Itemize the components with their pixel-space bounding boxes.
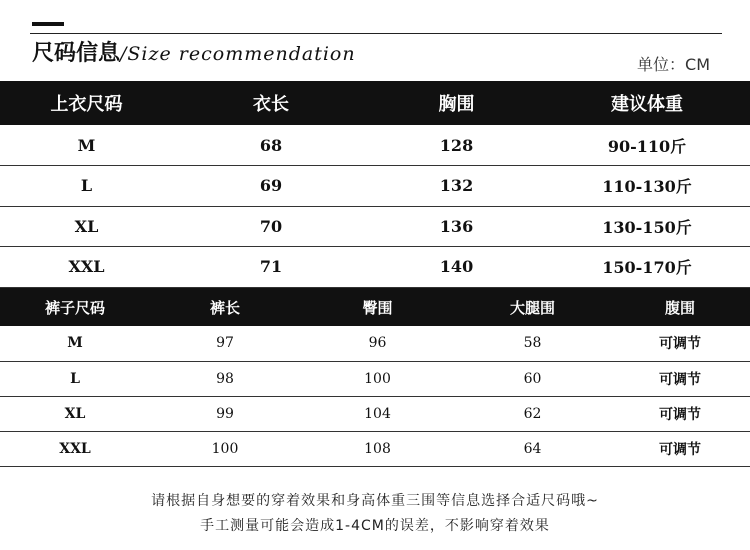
page-title xyxy=(32,36,356,67)
pants-hip-cell: 96 xyxy=(300,326,455,361)
pants-size-table xyxy=(0,288,750,467)
pants-hip-cell: 100 xyxy=(300,361,455,396)
top-chest-cell: 128 xyxy=(369,125,544,166)
page-title-en: /Size recommendation xyxy=(120,43,356,65)
title-divider xyxy=(30,33,722,34)
top-weight-cell: 130-150斤 xyxy=(544,206,750,247)
top-size-cell: L xyxy=(0,166,173,207)
top-size-table xyxy=(0,81,750,288)
table-row xyxy=(0,247,750,288)
table-row xyxy=(0,206,750,247)
pants-size-cell: L xyxy=(0,361,150,396)
top-length-cell: 70 xyxy=(173,206,369,247)
table-row xyxy=(0,166,750,207)
pants-size-cell: XL xyxy=(0,396,150,431)
unit-label: 单位：CM xyxy=(637,55,710,74)
pants-waist-cell: 可调节 xyxy=(610,396,750,431)
pants-header-waist: 腹围 xyxy=(610,288,750,326)
pants-size-cell: XXL xyxy=(0,432,150,467)
top-weight-cell: 90-110斤 xyxy=(544,125,750,166)
top-length-cell: 69 xyxy=(173,166,369,207)
pants-length-cell: 99 xyxy=(150,396,300,431)
top-header-length: 衣长 xyxy=(173,81,369,125)
pants-header-length: 裤长 xyxy=(150,288,300,326)
top-table-header-row xyxy=(0,81,750,125)
top-chest-cell: 132 xyxy=(369,166,544,207)
top-weight-cell: 150-170斤 xyxy=(544,247,750,288)
pants-hip-cell: 104 xyxy=(300,396,455,431)
pants-length-cell: 97 xyxy=(150,326,300,361)
pants-header-size: 裤子尺码 xyxy=(0,288,150,326)
top-header-weight: 建议体重 xyxy=(544,81,750,125)
title-accent-bar xyxy=(32,22,64,26)
page-title-cn: 尺码信息 xyxy=(32,41,121,66)
top-size-cell: M xyxy=(0,125,173,166)
pants-header-thigh: 大腿围 xyxy=(455,288,610,326)
top-length-cell: 68 xyxy=(173,125,369,166)
top-header-size: 上衣尺码 xyxy=(0,81,173,125)
pants-hip-cell: 108 xyxy=(300,432,455,467)
footer-note-fit: 请根据自身想要的穿着效果和身高体重三围等信息选择合适尺码哦~ xyxy=(151,493,599,509)
footer-note-error: 手工测量可能会造成1-4CM的误差，不影响穿着效果 xyxy=(200,518,550,534)
table-row xyxy=(0,432,750,467)
pants-header-hip: 臀围 xyxy=(300,288,455,326)
table-row xyxy=(0,361,750,396)
top-chest-cell: 140 xyxy=(369,247,544,288)
pants-waist-cell: 可调节 xyxy=(610,432,750,467)
pants-waist-cell: 可调节 xyxy=(610,326,750,361)
top-weight-cell: 110-130斤 xyxy=(544,166,750,207)
table-row xyxy=(0,396,750,431)
top-chest-cell: 136 xyxy=(369,206,544,247)
pants-waist-cell: 可调节 xyxy=(610,361,750,396)
pants-thigh-cell: 62 xyxy=(455,396,610,431)
top-length-cell: 71 xyxy=(173,247,369,288)
pants-table-header-row xyxy=(0,288,750,326)
pants-length-cell: 98 xyxy=(150,361,300,396)
table-row xyxy=(0,326,750,361)
top-size-cell: XL xyxy=(0,206,173,247)
pants-thigh-cell: 64 xyxy=(455,432,610,467)
top-size-cell: XXL xyxy=(0,247,173,288)
pants-length-cell: 100 xyxy=(150,432,300,467)
pants-thigh-cell: 60 xyxy=(455,361,610,396)
pants-size-cell: M xyxy=(0,326,150,361)
pants-thigh-cell: 58 xyxy=(455,326,610,361)
top-header-chest: 胸围 xyxy=(369,81,544,125)
table-row xyxy=(0,125,750,166)
